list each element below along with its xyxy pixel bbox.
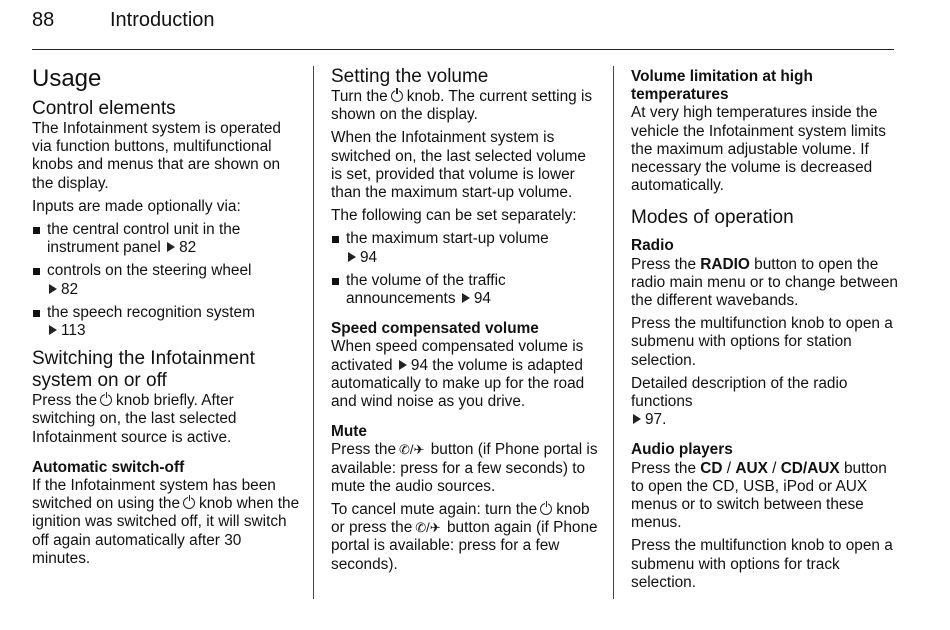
- bullet-icon: [33, 268, 40, 275]
- page-header: [32, 9, 902, 35]
- power-knob-icon: [183, 497, 195, 509]
- header-rule: [32, 49, 894, 50]
- volume-limitation-heading: Volume limitation at high temperatures: [631, 68, 813, 104]
- page-ref[interactable]: 113: [61, 322, 86, 340]
- bullet-icon: [33, 310, 40, 317]
- radio-button-label: RADIO: [700, 255, 750, 273]
- page-number: 88: [32, 9, 55, 31]
- page-ref[interactable]: 94: [360, 248, 378, 266]
- page-ref[interactable]: 82: [61, 280, 79, 298]
- cd-aux-button-label: CD/AUX: [780, 459, 840, 477]
- speed-volume-text: When speed compensated volume is activated 94 the volume is adapted automatically to make up for the road and wind noise as you drive.: [331, 338, 585, 411]
- radio-text-2: Press the multifunction knob to open a submenu with options for station selection.: [631, 315, 893, 369]
- radio-text-1: Press the RADIO button to open the radio main menu or to change between the different wavebands.: [631, 255, 898, 310]
- volume-limitation-text: At very high temperatures inside the vehicle the Infotainment system limits the maximum adjustable volume. If necessary the volume is decreased automatically.: [631, 104, 886, 195]
- auto-switch-off-heading: Automatic switch-off: [32, 458, 185, 476]
- audio-text-1: Press the CD / AUX / CD/AUX button to open the CD, USB, iPod or AUX menus or to switch between these menus.: [631, 459, 887, 532]
- audio-players-heading: Audio players: [631, 441, 733, 459]
- section-title: Usage: [32, 65, 102, 92]
- radio-text-3: Detailed description of the radio functions 97.: [631, 374, 848, 429]
- mute-text-2: To cancel mute again: turn the knob or press the ✆/✈ button again (if Phone portal is available: press for a few seconds).: [331, 501, 598, 573]
- control-elements-heading: Control elements: [32, 98, 176, 119]
- column-1: [32, 64, 300, 573]
- page-ref-icon: [399, 360, 407, 370]
- auto-switch-off-text: If the Infotainment system has been switched on using the knob when the ignition was switched off, it will switch off again automatically after 30 minutes.: [32, 477, 300, 567]
- audio-text-2: Press the multifunction knob to open a submenu with options for track selection.: [631, 537, 893, 591]
- volume-list: [331, 230, 599, 308]
- list-item: [32, 262, 300, 298]
- phone-mute-icon: ✆/✈: [415, 520, 441, 536]
- page-ref[interactable]: 94: [473, 290, 491, 308]
- page-ref-icon: [462, 293, 470, 303]
- list-item-text: controls on the steering wheel: [47, 262, 252, 280]
- column-divider-1: [313, 66, 314, 599]
- inputs-list: [32, 221, 300, 340]
- bullet-icon: [33, 227, 40, 234]
- volume-text-1: Turn the knob. The current setting is shown on the display.: [331, 88, 593, 124]
- list-item: [331, 230, 599, 266]
- column-3: [631, 64, 899, 597]
- inputs-text: Inputs are made optionally via:: [32, 197, 241, 215]
- mute-text-1: Press the ✆/✈ button (if Phone portal is available: press for a few seconds) to mute the audio sources.: [331, 441, 598, 495]
- column-divider-2: [613, 66, 614, 599]
- cd-button-label: CD: [700, 459, 723, 477]
- modes-heading: Modes of operation: [631, 207, 794, 229]
- bullet-icon: [332, 278, 339, 285]
- page-ref-icon: [633, 414, 641, 424]
- column-2: [331, 64, 599, 579]
- page-ref[interactable]: 82: [179, 239, 197, 257]
- page-ref-icon: [49, 325, 57, 335]
- power-knob-icon: [391, 90, 403, 102]
- page-ref-icon: [49, 284, 57, 294]
- page-ref[interactable]: 94: [410, 356, 429, 374]
- power-knob-icon: [540, 503, 552, 515]
- aux-button-label: AUX: [735, 459, 768, 477]
- volume-heading: Setting the volume: [331, 66, 489, 87]
- list-item-text: the central control unit in the instrument panel: [47, 221, 241, 257]
- page-ref-icon: [348, 252, 356, 262]
- radio-heading: Radio: [631, 237, 674, 255]
- list-item-text: the speech recognition system: [47, 303, 255, 321]
- list-item-text: the volume of the traffic announcements: [346, 271, 506, 308]
- volume-text-2: When the Infotainment system is switched on, the last selected volume is set, provided that volume is lower than the maximum start-up volume.: [331, 129, 586, 202]
- mute-heading: Mute: [331, 423, 367, 441]
- switching-heading: Switching the Infotainment system on or off: [32, 348, 255, 392]
- list-item: [32, 221, 300, 257]
- power-knob-icon: [100, 394, 112, 406]
- speed-volume-heading: Speed compensated volume: [331, 320, 539, 338]
- list-item-text: the maximum start-up volume: [346, 230, 549, 248]
- page-ref-icon: [167, 242, 175, 252]
- page-ref[interactable]: 97.: [645, 411, 667, 429]
- list-item: [32, 304, 300, 340]
- bullet-icon: [332, 236, 339, 243]
- list-item: [331, 272, 599, 308]
- control-intro: The Infotainment system is operated via function buttons, multifunctional knobs and menus that are shown on the display.: [32, 120, 281, 192]
- phone-mute-icon: ✆/✈: [399, 442, 425, 458]
- volume-text-3: The following can be set separately:: [331, 207, 577, 225]
- switching-text: Press the knob briefly. After switching on, the last selected Infotainment source is active.: [32, 392, 237, 446]
- chapter-title: Introduction: [110, 9, 215, 31]
